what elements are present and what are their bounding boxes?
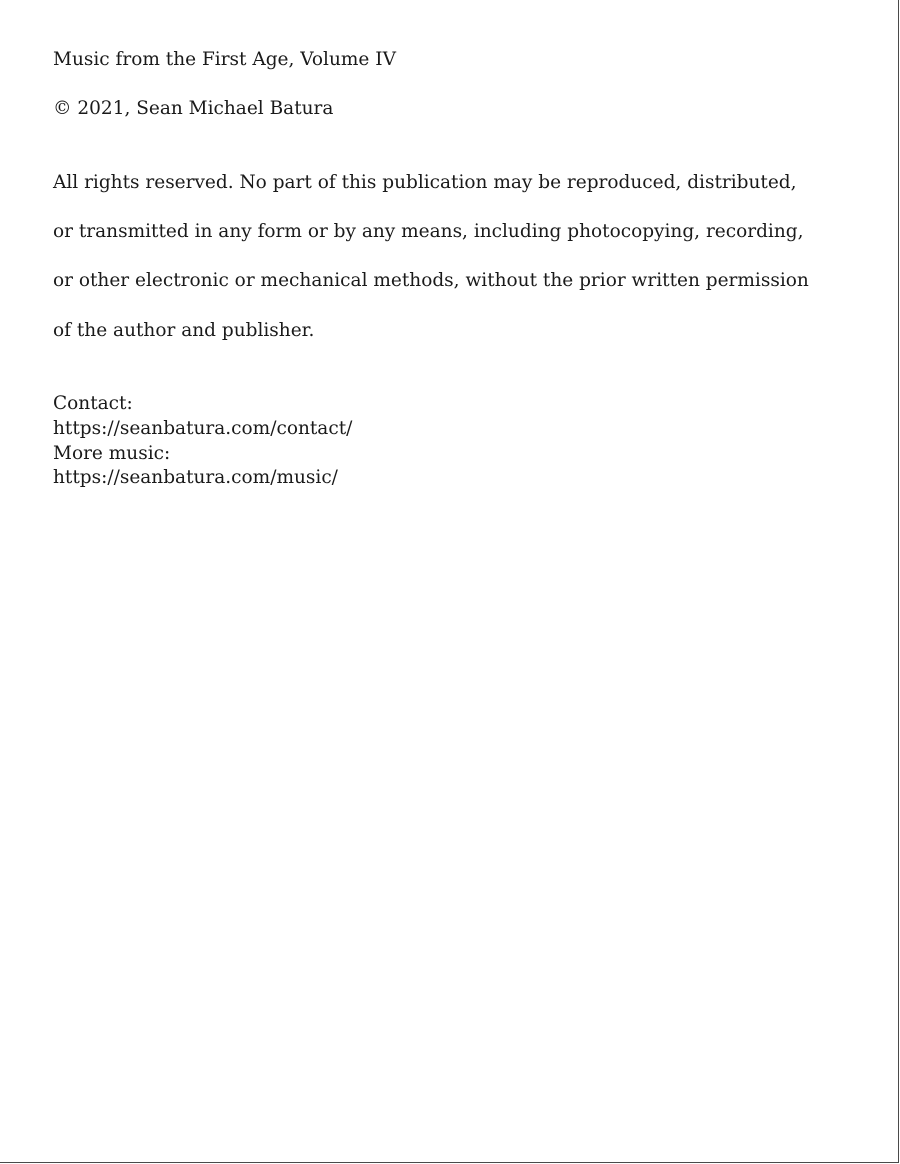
page-content (53, 48, 853, 491)
more-music-url: https://seanbatura.com/music/ (53, 467, 338, 489)
rights-line: All rights reserved. No part of this publication may be reproduced, distributed, (53, 171, 797, 193)
rights-statement (53, 146, 853, 367)
rights-line: or transmitted in any form or by any means, including photocopying, recording, (53, 221, 804, 243)
book-title: Music from the First Age, Volume IV (53, 49, 396, 70)
contact-label: Contact: (53, 393, 133, 415)
rights-line: of the author and publisher. (53, 319, 315, 341)
more-music-label: More music: (53, 442, 171, 464)
rights-line: or other electronic or mechanical methods, without the prior written permission (53, 270, 809, 292)
contact-url: https://seanbatura.com/contact/ (53, 417, 353, 439)
contact-section (53, 392, 853, 490)
copyright-notice: © 2021, Sean Michael Batura (53, 98, 334, 120)
